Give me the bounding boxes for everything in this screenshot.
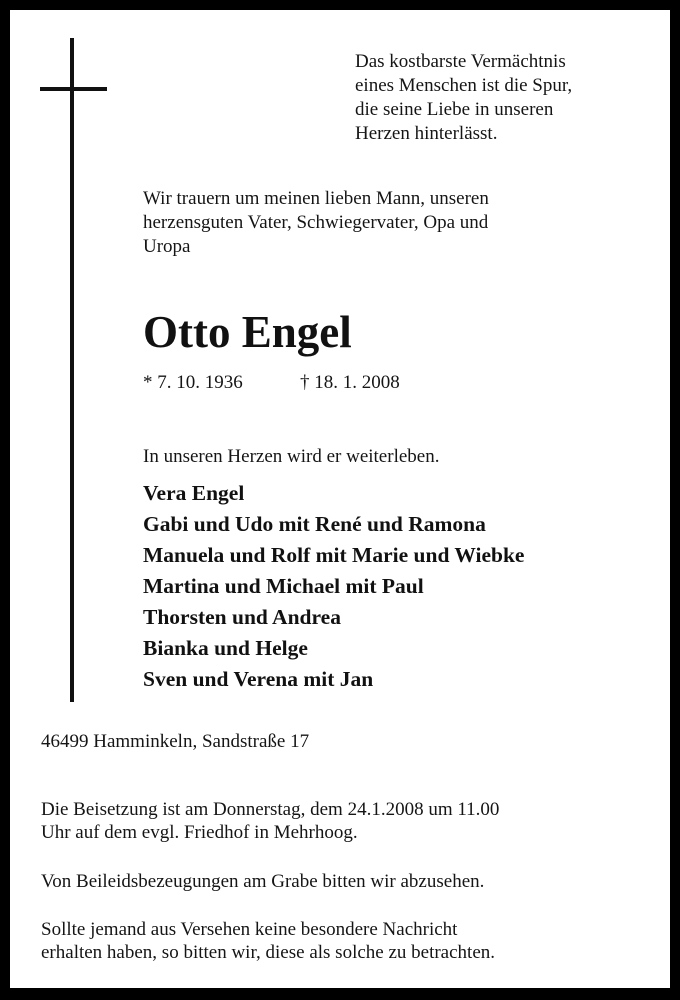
cross-icon xyxy=(70,38,74,702)
closing-line: In unseren Herzen wird er weiterleben. xyxy=(143,446,440,467)
intro-line: herzensguten Vater, Schwiegervater, Opa und xyxy=(143,212,489,233)
family-member: Gabi und Udo mit René und Ramona xyxy=(143,512,486,536)
motto-line: Das kostbarste Vermächtnis xyxy=(355,51,566,72)
family-member: Manuela und Rolf mit Marie und Wiebke xyxy=(143,543,525,567)
family-member: Thorsten und Andrea xyxy=(143,605,341,629)
intro-line: Wir trauern um meinen lieben Mann, unseren xyxy=(143,188,489,209)
family-member: Vera Engel xyxy=(143,481,245,505)
motto-line: die seine Liebe in unseren xyxy=(355,99,554,120)
family-member: Bianka und Helge xyxy=(143,636,308,660)
family-member: Martina und Michael mit Paul xyxy=(143,574,424,598)
condolences-note: Von Beileidsbezeugungen am Grabe bitten wir abzusehen. xyxy=(41,871,485,892)
notice-line: Sollte jemand aus Versehen keine besondere Nachricht xyxy=(41,919,458,940)
motto-line: Herzen hinterlässt. xyxy=(355,123,498,144)
cross-icon-bar xyxy=(40,87,107,91)
birth-date: * 7. 10. 1936 xyxy=(143,372,243,393)
death-date: † 18. 1. 2008 xyxy=(300,372,400,393)
family-member: Sven und Verena mit Jan xyxy=(143,667,374,691)
intro-line: Uropa xyxy=(143,236,191,257)
notice-line: erhalten haben, so bitten wir, diese als solche zu betrachten. xyxy=(41,942,496,963)
motto-line: eines Menschen ist die Spur, xyxy=(355,75,573,96)
funeral-line: Die Beisetzung ist am Donnerstag, dem 24.1.2008 um 11.00 xyxy=(41,799,500,820)
deceased-name: Otto Engel xyxy=(143,307,352,357)
address: 46499 Hamminkeln, Sandstraße 17 xyxy=(41,731,310,752)
funeral-line: Uhr auf dem evgl. Friedhof in Mehrhoog. xyxy=(41,822,358,843)
